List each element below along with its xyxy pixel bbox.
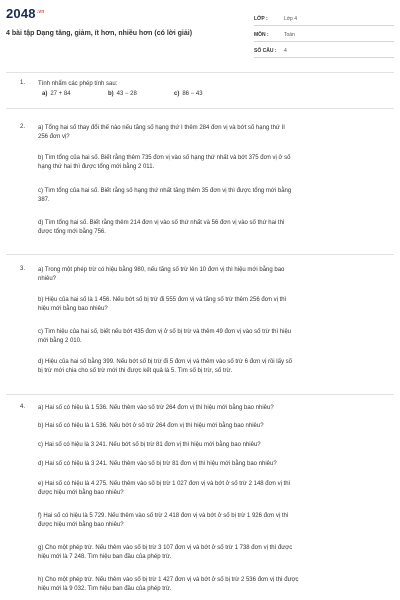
divider [6,72,394,73]
question-line: a) Hai số có hiệu là 1 536. Nếu thêm vào số trừ 264 đơn vị thì hiệu mới bằng bao nhiêu? [38,405,274,411]
question-line: b) Hiệu của hai số là 1 456. Nếu bớt số bị trừ đi 555 đơn vị và tăng số trừ thêm 256 đơn vị thì [38,297,287,303]
question-line: a) Trong một phép trừ có hiệu bằng 980, nếu tăng số trừ lên 10 đơn vị thì hiệu mới bằng bao [38,267,285,273]
question-line: b) Tìm tổng của hai số. Biết rằng thêm 735 đơn vị vào số hạng thứ nhất và bớt 375 đơn vị ở số [38,155,291,161]
question-line: hiệu mới bằng bao nhiêu? [38,306,108,312]
question-line: e) Hai số có hiệu là 4 275. Nếu thêm vào số bị trừ 1 027 đơn vị và bớt ở số trừ 2 148 đơn vị thì [38,481,291,487]
divider [6,108,394,109]
page-title: 4 bài tập Dạng tăng, giảm, ít hơn, nhiều hơn (có lời giải) [6,30,193,37]
answer-text: 43 − 28 [116,91,137,97]
question-line: bị trừ mới chia cho số trừ mới thì được kết quả là 5. Tìm số bị trừ, số trừ. [38,368,233,374]
meta-count-label: SỐ CÂU : [254,48,277,54]
answer-item [108,91,137,97]
question-line: a) Tổng hai số thay đổi thế nào nếu tăng số hạng thứ I thêm 284 đơn vị và bớt số hạng thứ II [38,125,285,131]
answer-letter: a) [42,91,48,97]
meta-count-value: 4 [284,48,287,54]
logo-text: 2048 [6,6,36,21]
question-line: hiệu mới là 7 248. Tìm hiệu ban đầu của phép trừ. [38,554,172,560]
answer-letter: c) [174,91,180,97]
answer-letter: b) [108,91,114,97]
answer-item [42,91,71,97]
question-line: b) Hai số có hiệu là 1 536. Nếu bớt ở số trừ 264 đơn vị thì hiệu mới bằng bao nhiêu? [38,423,264,429]
meta-grade [254,14,394,26]
question-number: 4. [20,404,26,410]
divider [6,394,394,395]
question-prompt: Tính nhẩm các phép tính sau: [38,81,118,87]
question-line: hạng thứ hai thì được tổng mới bằng 2 011. [38,164,155,170]
meta-subject-value: Toán [284,32,295,38]
meta-subject-label: MÔN : [254,32,269,38]
logo-domain: .vn [36,8,45,15]
divider [6,254,394,255]
question-line: d) Hai số có hiệu là 3 241. Nếu thêm vào số bị trừ 81 đơn vị thì hiệu mới bằng bao nhiêu? [38,461,277,467]
question-line: d) Hiệu của hai số bằng 399. Nếu bớt số bị trừ đi 5 đơn vị và thêm vào số trừ 6 đơn vị rồi lấy số [38,359,292,365]
question-line: f) Hai số có hiệu là 5 729. Nếu thêm vào số trừ 2 418 đơn vị và bớt ở số bị trừ 1 926 đơn vị thì [38,513,289,519]
question-line: c) Tìm hiệu của hai số, biết nếu bớt 435 đơn vị ở số bị trừ và thêm 49 đơn vị vào số trừ thì hiệu [38,329,292,335]
meta-grade-value: Lớp 4 [284,16,298,22]
question-number: 1. [20,80,26,86]
question-line: hiệu mới là 9 032. Tìm hiệu ban đầu của phép trừ. [38,586,172,592]
site-logo[interactable] [6,6,45,21]
question-line: 387. [38,197,50,203]
question-line: 256 đơn vị? [38,134,70,140]
question-line: c) Tìm tổng của hai số. Biết rằng số hạng thứ nhất tăng thêm 35 đơn vị thì được tổng mới bằng [38,188,292,194]
answer-text: 27 + 84 [50,91,71,97]
question-number: 3. [20,266,26,272]
question-line: được hiệu mới bằng bao nhiêu? [38,522,124,528]
question-line: g) Cho một phép trừ. Nếu thêm vào số bị trừ 3 107 đơn vị và bớt ở số trừ 1 738 đơn vị thì được [38,545,293,551]
question-line: nhiêu? [38,276,57,282]
answer-item [174,91,203,97]
meta-grade-label: LỚP : [254,16,268,22]
question-line: được hiệu mới bằng bao nhiêu? [38,490,124,496]
answer-text: 86 − 43 [182,91,203,97]
question-number: 2. [20,124,26,130]
meta-subject [254,30,394,42]
question-line: h) Cho một phép trừ. Nếu thêm vào số bị trừ 1 427 đơn vị và bớt ở số bị trừ 2 536 đơn vị thì được [38,577,299,583]
question-line: c) Hai số có hiệu là 3 241. Nếu bớt số bị trừ 81 đơn vị thì hiệu mới bằng bao nhiêu? [38,442,261,448]
meta-question-count [254,46,394,58]
question-line: được tổng mới bằng 756. [38,229,106,235]
worksheet-header [0,0,400,62]
question-line: mới bằng 2 010. [38,338,82,344]
question-line: d) Tìm tổng hai số. Biết rằng thêm 214 đơn vị vào số thứ nhất và 56 đơn vị vào số thứ hai thì [38,220,285,226]
